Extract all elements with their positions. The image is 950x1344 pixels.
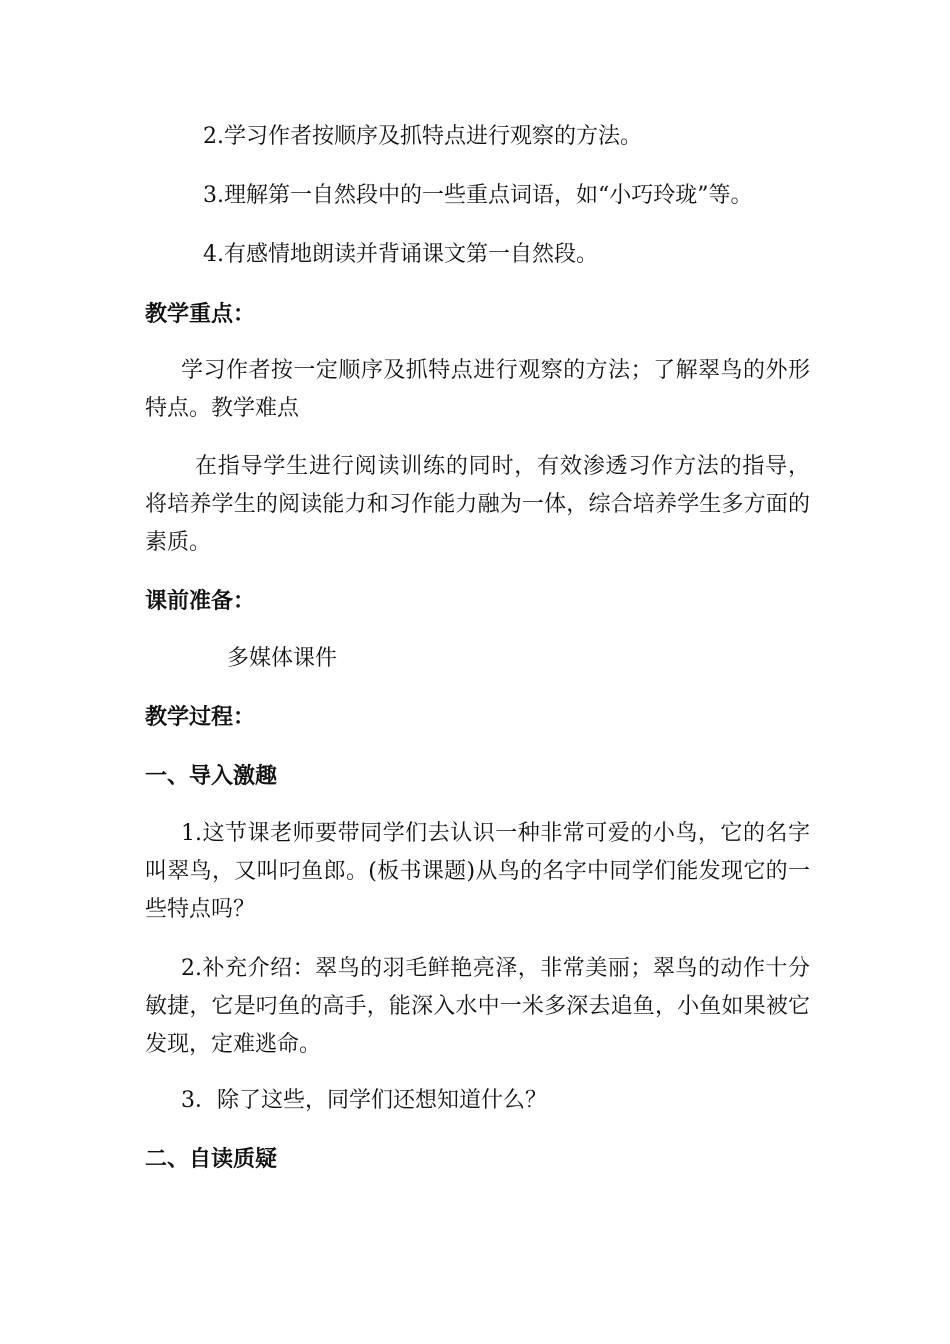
process-heading: 教学过程：	[145, 704, 256, 730]
objective-item-2: 2.学习作者按顺序及抓特点进行观察的方法。	[203, 124, 642, 149]
key-points-text: 学习作者按一定顺序及抓特点进行观察的方法；了解翠鸟的外形特点。教学难点	[145, 358, 810, 421]
preparation-text: 多媒体课件	[227, 646, 338, 671]
section-1-item-3: 3．除了这些，同学们还想知道什么？	[181, 1088, 547, 1113]
section-1-item-2: 2.补充介绍：翠鸟的羽毛鲜艳亮泽，非常美丽；翠鸟的动作十分敏捷，它是叼鱼的高手，能深入水中一米多深去追鱼，小鱼如果被它发现，定难逃命。	[145, 956, 810, 1057]
key-points-heading: 教学重点：	[145, 301, 256, 327]
section-1-item-1: 1.这节课老师要带同学们去认识一种非常可爱的小鸟，它的名字叫翠鸟，又叫叼鱼郎。(板书课题)从鸟的名字中同学们能发现它的一些特点吗？	[145, 821, 810, 922]
section-2-heading: 二、自读质疑	[145, 1146, 278, 1172]
objective-item-4: 4.有感情地朗读并背诵课文第一自然段。	[203, 242, 598, 267]
section-1-heading: 一、导入激趣	[145, 763, 278, 789]
objective-item-3: 3.理解第一自然段中的一些重点词语，如“小巧玲珑”等。	[203, 183, 753, 208]
difficulty-text: 在指导学生进行阅读训练的同时，有效渗透习作方法的指导，将培养学生的阅读能力和习作能力融为一体，综合培养学生多方面的素质。	[145, 454, 810, 555]
preparation-heading: 课前准备：	[145, 588, 256, 614]
